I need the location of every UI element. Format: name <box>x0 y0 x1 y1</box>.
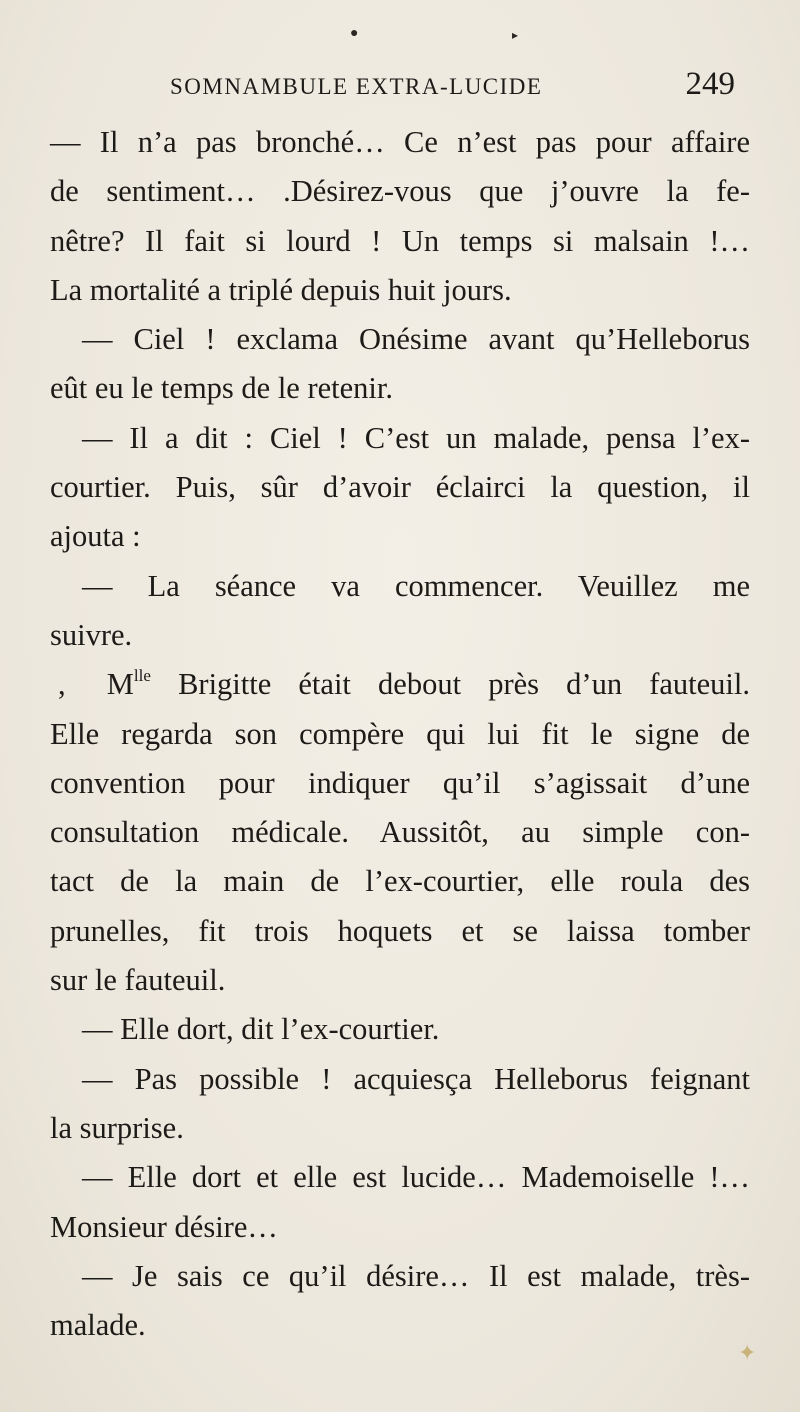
body-text <box>50 118 750 1350</box>
text-line: nêtre? Il fait si lourd ! Un temps si malsain !… <box>50 223 750 258</box>
title-abbrev-sup: lle <box>133 666 151 686</box>
text-line: suivre. <box>50 617 133 652</box>
ink-speck: ▸ <box>512 28 519 42</box>
text-line: Elle regarda son compère qui lui fit le signe de <box>50 716 750 751</box>
text-line: malade. <box>50 1308 146 1343</box>
text-line: consultation médicale. Aussitôt, au simple con- <box>50 815 750 850</box>
text-line: eût eu le temps de le retenir. <box>50 371 393 406</box>
text-line-with-title <box>50 660 750 709</box>
text-line: sur le fauteuil. <box>50 963 226 998</box>
stain-mark: ✦ <box>738 1340 757 1365</box>
text-line: Brigitte était debout près d’un fauteuil. <box>178 667 750 702</box>
text-line: — La séance va commencer. Veuillez me <box>82 568 750 603</box>
text-line: — Il n’a pas bronché… Ce n’est pas pour affaire <box>50 125 750 159</box>
text-line: la surprise. <box>50 1110 184 1145</box>
text-line: — Ciel ! exclama Onésime avant qu’Helleborus <box>82 322 750 357</box>
text-line: — Elle dort et elle est lucide… Mademoiselle !… <box>82 1160 750 1195</box>
text-line: ajouta : <box>50 519 141 554</box>
text-line: — Pas possible ! acquiesça Helleborus feignant <box>82 1061 750 1096</box>
ink-speck: ● <box>350 26 359 41</box>
running-title: SOMNAMBULE EXTRA-LUCIDE <box>170 74 543 99</box>
text-line: tact de la main de l’ex-courtier, elle roula des <box>50 864 750 899</box>
text-line: — Je sais ce qu’il désire… Il est malade, très- <box>82 1258 750 1293</box>
page-number: 249 <box>685 66 735 102</box>
text-line: — Elle dort, dit l’ex-courtier. <box>82 1012 440 1047</box>
text-line: de sentiment… .Désirez-vous que j’ouvre la fe- <box>50 174 750 209</box>
text-line: prunelles, fit trois hoquets et se laissa tomber <box>50 913 750 948</box>
text-line: La mortalité a triplé depuis huit jours. <box>50 272 512 307</box>
text-line: — Il a dit : Ciel ! C’est un malade, pensa l’ex- <box>82 420 750 455</box>
title-abbrev: $M^{lle}$ <box>106 666 151 702</box>
stray-comma: , <box>58 667 66 702</box>
text-line: courtier. Puis, sûr d’avoir éclairci la question, il <box>50 470 750 505</box>
page-header <box>170 66 735 112</box>
text-line: convention pour indiquer qu’il s’agissait d’une <box>50 765 750 800</box>
text-line: Monsieur désire… <box>50 1209 278 1244</box>
